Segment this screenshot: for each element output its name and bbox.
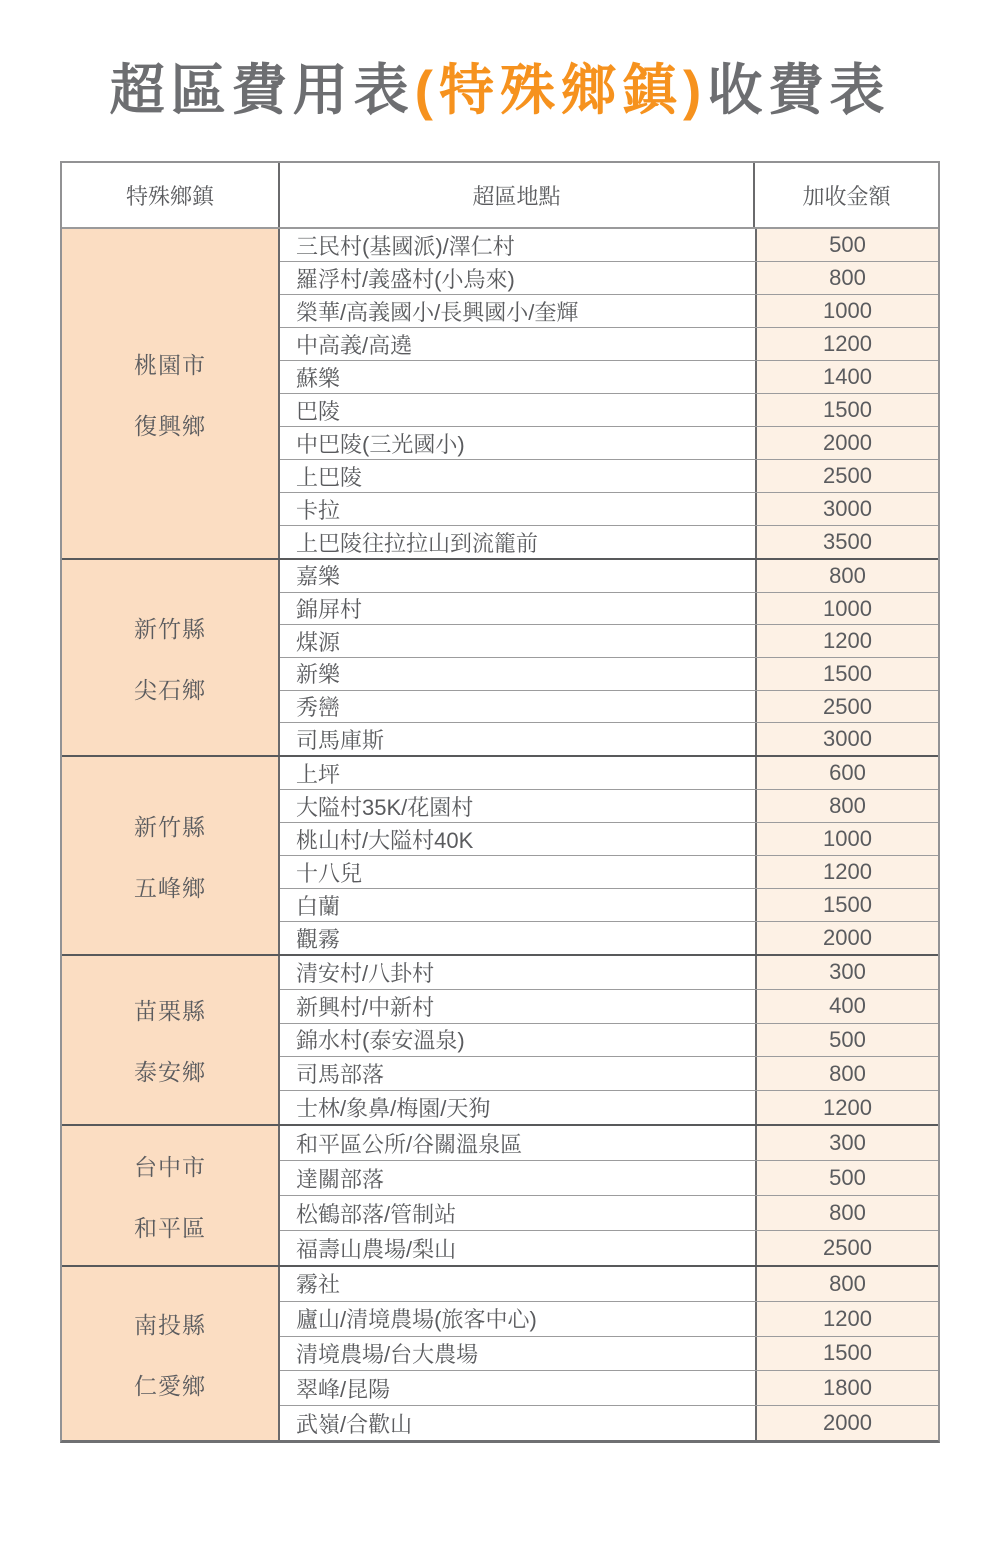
fee-cell: 600 bbox=[755, 757, 938, 789]
location-cell: 大隘村35K/花園村 bbox=[296, 794, 474, 820]
location-cell: 中高義/高遶 bbox=[296, 332, 413, 358]
table-body bbox=[62, 229, 938, 1440]
region-cell bbox=[62, 1126, 280, 1265]
fee-cell: 1200 bbox=[755, 625, 938, 657]
region-group bbox=[62, 1124, 938, 1265]
region-county: 新竹縣 bbox=[134, 615, 206, 642]
location-cell: 和平區公所/谷關溫泉區 bbox=[296, 1131, 523, 1157]
region-cell bbox=[62, 956, 280, 1124]
table-row bbox=[280, 823, 938, 856]
region-township: 和平區 bbox=[134, 1214, 206, 1241]
group-rows bbox=[280, 1267, 938, 1440]
fee-cell: 1000 bbox=[755, 823, 938, 855]
region-county: 苗栗縣 bbox=[134, 998, 206, 1024]
header-location: 超區地點 bbox=[280, 163, 755, 227]
table-row bbox=[280, 493, 938, 526]
group-rows bbox=[280, 229, 938, 558]
table-row bbox=[280, 229, 938, 262]
location-cell: 錦水村(泰安溫泉) bbox=[296, 1028, 465, 1054]
table-row bbox=[280, 560, 938, 593]
table-row bbox=[280, 1267, 938, 1302]
fee-cell: 800 bbox=[755, 560, 938, 592]
location-cell: 秀巒 bbox=[296, 695, 341, 721]
region-cell bbox=[62, 560, 280, 755]
table-header-row bbox=[62, 163, 938, 229]
location-cell: 清境農場/台大農場 bbox=[296, 1341, 479, 1367]
region-cell bbox=[62, 1267, 280, 1440]
fee-cell: 800 bbox=[755, 1196, 938, 1230]
fee-table bbox=[60, 161, 940, 1443]
header-amount: 加收金額 bbox=[802, 183, 891, 209]
table-row bbox=[280, 1161, 938, 1196]
fee-cell: 300 bbox=[755, 1126, 938, 1160]
fee-cell: 2500 bbox=[755, 691, 938, 723]
fee-cell: 1800 bbox=[755, 1371, 938, 1405]
location-cell: 觀霧 bbox=[296, 926, 341, 952]
location-cell: 福壽山農場/梨山 bbox=[296, 1236, 457, 1262]
page-title bbox=[0, 46, 1000, 125]
location-cell: 司馬庫斯 bbox=[296, 727, 385, 753]
table-row bbox=[280, 889, 938, 922]
region-county: 桃園市 bbox=[134, 351, 206, 378]
region-group bbox=[62, 954, 938, 1124]
table-row bbox=[280, 593, 938, 626]
table-row bbox=[280, 328, 938, 361]
table-row bbox=[280, 1231, 938, 1265]
region-cell bbox=[62, 229, 280, 558]
fee-cell: 1200 bbox=[755, 328, 938, 360]
table-row bbox=[280, 1302, 938, 1337]
location-cell: 蘇樂 bbox=[296, 365, 341, 391]
fee-cell: 3000 bbox=[755, 723, 938, 755]
fee-cell: 1500 bbox=[755, 658, 938, 690]
table-row bbox=[280, 1057, 938, 1091]
fee-cell: 2500 bbox=[755, 460, 938, 492]
table-row bbox=[280, 790, 938, 823]
table-row bbox=[280, 658, 938, 691]
fee-cell: 800 bbox=[755, 1267, 938, 1301]
location-cell: 桃山村/大隘村40K bbox=[296, 827, 474, 853]
table-row bbox=[280, 625, 938, 658]
location-cell: 嘉樂 bbox=[296, 564, 341, 590]
location-cell: 清安村/八卦村 bbox=[296, 960, 435, 986]
table-row bbox=[280, 723, 938, 755]
table-row bbox=[280, 361, 938, 394]
location-cell: 巴陵 bbox=[296, 398, 341, 424]
table-row bbox=[280, 990, 938, 1024]
table-row bbox=[280, 262, 938, 295]
fee-cell: 500 bbox=[755, 1024, 938, 1057]
location-cell: 卡拉 bbox=[296, 497, 341, 523]
location-cell: 羅浮村/義盛村(小烏來) bbox=[296, 266, 515, 292]
fee-cell: 500 bbox=[755, 1161, 938, 1195]
location-cell: 廬山/清境農場(旅客中心) bbox=[296, 1307, 537, 1333]
fee-cell: 800 bbox=[755, 790, 938, 822]
fee-cell: 400 bbox=[755, 990, 938, 1023]
fee-cell: 1500 bbox=[755, 889, 938, 921]
fee-cell: 2000 bbox=[755, 922, 938, 954]
header-region: 特殊鄉鎮 bbox=[62, 163, 280, 227]
table-row bbox=[280, 1091, 938, 1124]
region-township: 五峰鄉 bbox=[134, 874, 206, 901]
fee-cell: 2000 bbox=[755, 1406, 938, 1440]
table-row bbox=[280, 1371, 938, 1406]
location-cell: 錦屏村 bbox=[296, 597, 363, 622]
fee-cell: 1500 bbox=[755, 394, 938, 426]
region-township: 復興鄉 bbox=[134, 412, 206, 439]
table-row bbox=[280, 691, 938, 724]
location-cell: 十八兒 bbox=[296, 860, 363, 886]
table-row bbox=[280, 1024, 938, 1058]
location-cell: 松鶴部落/管制站 bbox=[296, 1201, 457, 1227]
region-group bbox=[62, 1265, 938, 1440]
table-row bbox=[280, 295, 938, 328]
table-row bbox=[280, 922, 938, 954]
table-row bbox=[280, 460, 938, 493]
fee-cell: 2000 bbox=[755, 427, 938, 459]
table-row bbox=[280, 757, 938, 790]
location-cell: 三民村(基國派)/澤仁村 bbox=[296, 233, 515, 259]
table-row bbox=[280, 1337, 938, 1372]
location-cell: 達關部落 bbox=[296, 1166, 385, 1192]
fee-cell: 1200 bbox=[755, 1302, 938, 1336]
location-cell: 上坪 bbox=[296, 761, 341, 787]
fee-cell: 1200 bbox=[755, 1091, 938, 1124]
table-row bbox=[280, 394, 938, 427]
location-cell: 武嶺/合歡山 bbox=[296, 1411, 413, 1437]
location-cell: 上巴陵往拉拉山到流籠前 bbox=[296, 530, 539, 556]
fee-cell: 1400 bbox=[755, 361, 938, 393]
region-group bbox=[62, 558, 938, 755]
table-row bbox=[280, 956, 938, 990]
location-cell: 士林/象鼻/梅園/天狗 bbox=[296, 1096, 491, 1122]
title-suffix: 收費表 bbox=[707, 59, 891, 121]
location-cell: 煤源 bbox=[296, 629, 341, 655]
location-cell: 霧社 bbox=[296, 1272, 341, 1298]
group-rows bbox=[280, 757, 938, 954]
fee-cell: 800 bbox=[755, 262, 938, 294]
table-row bbox=[280, 1126, 938, 1161]
region-county: 新竹縣 bbox=[134, 813, 206, 840]
location-cell: 上巴陵 bbox=[296, 464, 363, 490]
region-county: 南投縣 bbox=[134, 1311, 206, 1338]
table-row bbox=[280, 1406, 938, 1440]
fee-cell: 1200 bbox=[755, 856, 938, 888]
fee-cell: 1000 bbox=[755, 295, 938, 327]
fee-cell: 2500 bbox=[755, 1231, 938, 1265]
title-prefix: 超區費用表 bbox=[109, 59, 415, 121]
region-township: 尖石鄉 bbox=[134, 676, 206, 703]
fee-cell: 800 bbox=[755, 1057, 938, 1090]
location-cell: 新興村/中新村 bbox=[296, 994, 435, 1020]
region-county: 台中市 bbox=[134, 1153, 206, 1180]
region-township: 仁愛鄉 bbox=[134, 1372, 206, 1399]
fee-cell: 300 bbox=[755, 956, 938, 989]
table-row bbox=[280, 1196, 938, 1231]
group-rows bbox=[280, 1126, 938, 1265]
location-cell: 白蘭 bbox=[296, 893, 341, 919]
title-highlight: (特殊鄉鎮) bbox=[414, 59, 708, 121]
fee-cell: 500 bbox=[755, 229, 938, 261]
region-cell bbox=[62, 757, 280, 954]
fee-cell: 1000 bbox=[755, 593, 938, 625]
location-cell: 榮華/高義國小/長興國小/奎輝 bbox=[296, 299, 579, 325]
region-group bbox=[62, 229, 938, 558]
location-cell: 新樂 bbox=[296, 662, 341, 688]
table-row bbox=[280, 526, 938, 558]
table-row bbox=[280, 427, 938, 460]
group-rows bbox=[280, 560, 938, 755]
fee-cell: 3000 bbox=[755, 493, 938, 525]
location-cell: 司馬部落 bbox=[296, 1062, 385, 1088]
fee-cell: 1500 bbox=[755, 1337, 938, 1371]
group-rows bbox=[280, 956, 938, 1124]
location-cell: 翠峰/昆陽 bbox=[296, 1376, 391, 1402]
fee-cell: 3500 bbox=[755, 526, 938, 558]
location-cell: 中巴陵(三光國小) bbox=[296, 431, 465, 457]
region-group bbox=[62, 755, 938, 954]
region-township: 泰安鄉 bbox=[134, 1059, 206, 1085]
table-row bbox=[280, 856, 938, 889]
